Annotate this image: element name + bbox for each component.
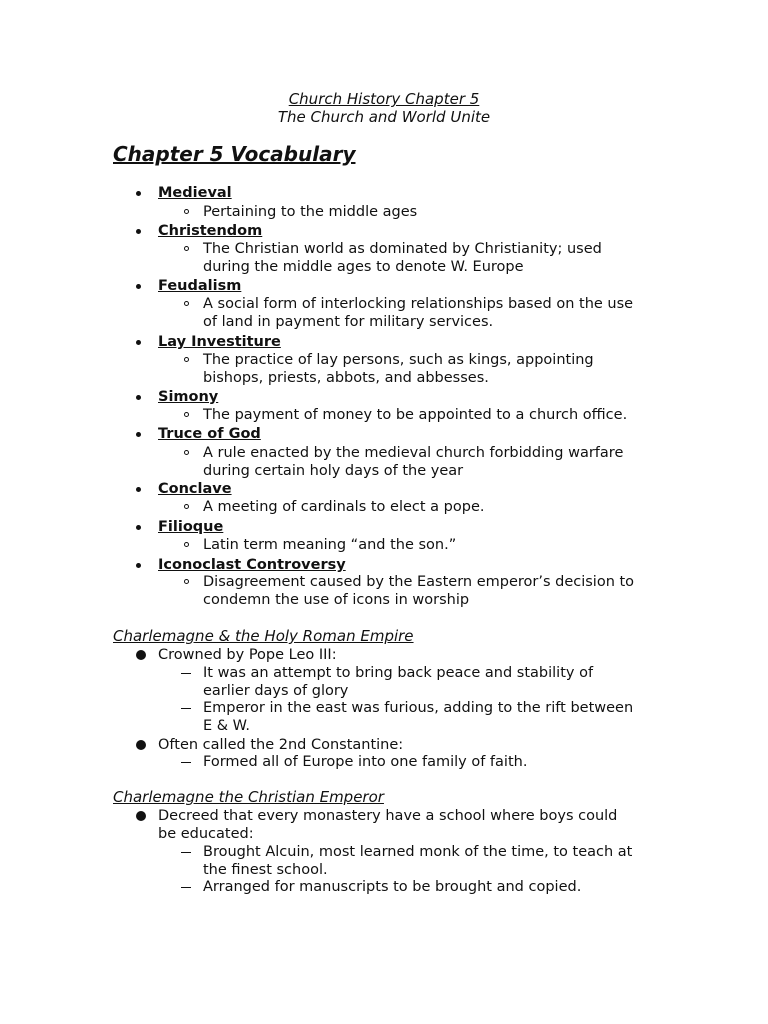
document-title: Church History Chapter 5	[288, 90, 480, 108]
vocab-term: Filioque	[158, 519, 224, 535]
vocab-definition: The practice of lay persons, such as kings, appointing bishops, priests, abbots, and abbesses.	[203, 352, 594, 386]
vocab-definition: A meeting of cardinals to elect a pope.	[203, 499, 485, 515]
vocab-term: Simony	[158, 389, 219, 405]
vocab-term: Medieval	[158, 185, 232, 201]
vocab-definition: A social form of interlocking relationships based on the use of land in payment for military services.	[203, 296, 634, 330]
sub-point: Brought Alcuin, most learned monk of the time, to teach at the finest school.	[203, 844, 633, 878]
vocab-definition: The Christian world as dominated by Christianity; used during the middle ages to denote W. Europe	[203, 241, 602, 275]
vocab-definition: Latin term meaning “and the son.”	[203, 537, 457, 553]
section-heading: Charlemagne & the Holy Roman Empire	[113, 627, 414, 645]
vocab-definition: Pertaining to the middle ages	[203, 204, 418, 220]
vocab-definition: Disagreement caused by the Eastern emperor’s decision to condemn the use of icons in worship	[203, 574, 635, 608]
vocab-definition: A rule enacted by the medieval church forbidding warfare during certain holy days of the year	[203, 445, 624, 479]
vocab-term: Christendom	[158, 223, 263, 239]
vocab-term: Conclave	[158, 481, 232, 497]
document-subtitle: The Church and World Unite	[277, 108, 491, 126]
bullet-point: Decreed that every monastery have a school where boys could be educated:	[158, 808, 618, 842]
vocabulary-heading: Chapter 5 Vocabulary	[113, 142, 356, 166]
vocab-term: Truce of God	[158, 426, 261, 442]
bullet-point: Often called the 2nd Constantine:	[158, 737, 404, 753]
sub-point: It was an attempt to bring back peace and stability of earlier days of glory	[203, 665, 594, 699]
vocab-term: Feudalism	[158, 278, 242, 294]
sub-point: Formed all of Europe into one family of faith.	[203, 754, 528, 770]
section-heading: Charlemagne the Christian Emperor	[113, 788, 384, 806]
bullet-point: Crowned by Pope Leo III:	[158, 647, 337, 663]
sub-point: Arranged for manuscripts to be brought and copied.	[203, 879, 582, 895]
vocab-definition: The payment of money to be appointed to a church office.	[203, 407, 628, 423]
sub-point: Emperor in the east was furious, adding to the rift between E & W.	[203, 700, 634, 734]
vocab-term: Lay Investiture	[158, 334, 281, 350]
vocab-term: Iconoclast Controversy	[158, 557, 346, 573]
